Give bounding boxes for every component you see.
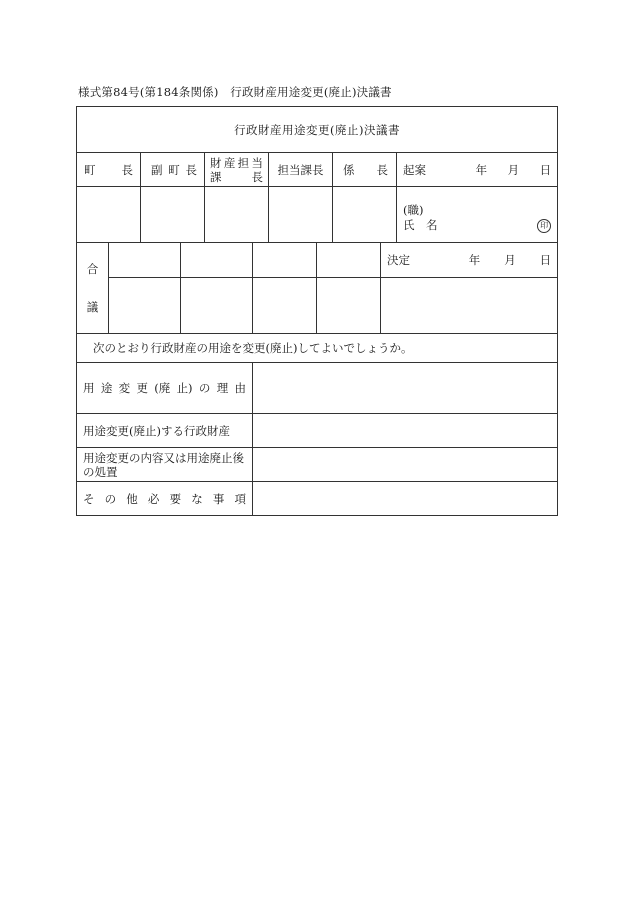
- header-chouchou: 町 長: [77, 153, 141, 187]
- kettei-date: 決定 年 月 日: [381, 243, 558, 278]
- row-label-property: 用途変更(廃止)する行政財産: [77, 414, 253, 448]
- header-tantou-kachou: 担当課長: [269, 153, 333, 187]
- gougi-box-3b[interactable]: [253, 278, 317, 334]
- gougi-box-3a[interactable]: [253, 243, 317, 278]
- header-kakarichou: 係 長: [333, 153, 397, 187]
- statement: 次のとおり行政財産の用途を変更(廃止)してよいでしょうか。: [77, 334, 558, 363]
- gougi-box-1a[interactable]: [109, 243, 181, 278]
- gougi-box-2a[interactable]: [181, 243, 253, 278]
- field-property[interactable]: [253, 414, 558, 448]
- header-zaisan-tantou-kachou: 財 産 担 当 課 長: [205, 153, 269, 187]
- field-content[interactable]: [253, 448, 558, 482]
- field-other[interactable]: [253, 482, 558, 516]
- gougi-box-4a[interactable]: [317, 243, 381, 278]
- gougi-box-4b[interactable]: [317, 278, 381, 334]
- drafter-signature[interactable]: [397, 187, 558, 243]
- seal-icon: 印: [537, 219, 551, 233]
- field-reason[interactable]: [253, 363, 558, 414]
- row-label-other: そ の 他 必 要 な 事 項: [77, 482, 253, 516]
- drafter-name-label: 氏 名: [403, 218, 438, 232]
- stamp-box-tantou-kachou[interactable]: [269, 187, 333, 243]
- gougi-box-2b[interactable]: [181, 278, 253, 334]
- gougi-label: 合 議: [77, 243, 109, 334]
- stamp-box-fukuchouchou[interactable]: [141, 187, 205, 243]
- resolution-table: [76, 106, 558, 516]
- drafter-title: (職): [403, 203, 424, 217]
- form-number: 様式第84号(第184条関係) 行政財産用途変更(廃止)決議書: [78, 85, 392, 99]
- stamp-box-chouchou[interactable]: [77, 187, 141, 243]
- row-label-reason: 用 途 変 更 (廃 止) の 理 由: [77, 363, 253, 414]
- kian-date: 起案 年 月 日: [397, 153, 558, 187]
- kettei-stamp-box[interactable]: [381, 278, 558, 334]
- header-fukuchouchou: 副 町 長: [141, 153, 205, 187]
- row-label-content: 用途変更の内容又は用途廃止後の処置: [77, 448, 253, 482]
- stamp-box-zaisan-tantou-kachou[interactable]: [205, 187, 269, 243]
- gougi-box-1b[interactable]: [109, 278, 181, 334]
- stamp-box-kakarichou[interactable]: [333, 187, 397, 243]
- form-title: 行政財産用途変更(廃止)決議書: [77, 107, 558, 153]
